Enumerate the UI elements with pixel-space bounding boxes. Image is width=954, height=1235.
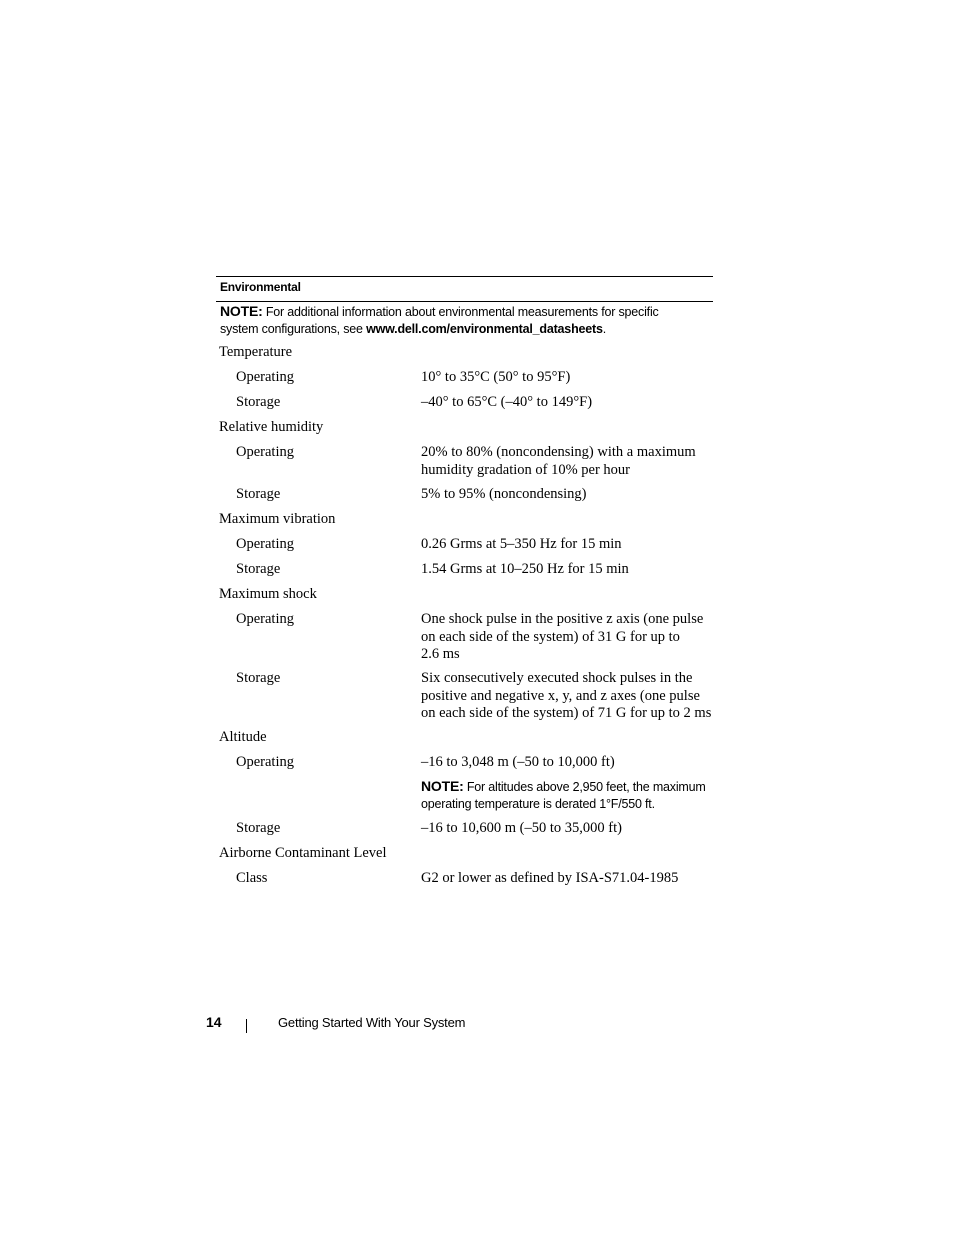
vibration-operating-value: 0.26 Grms at 5–350 Hz for 15 min xyxy=(421,536,622,552)
altitude-note-line1: For altitudes above 2,950 feet, the maximum xyxy=(463,780,706,794)
footer-title: Getting Started With Your System xyxy=(278,1015,466,1030)
temperature-label: Temperature xyxy=(219,344,293,360)
vibration-storage-label: Storage xyxy=(236,561,281,577)
note-line2-pre: system configurations, see xyxy=(220,322,367,336)
contaminant-class-value: G2 or lower as defined by ISA-S71.04-1985 xyxy=(421,870,679,886)
table-header-title: Environmental xyxy=(220,280,301,294)
altitude-storage-value: –16 to 10,600 m (–50 to 35,000 ft) xyxy=(421,820,622,836)
temperature-storage-value: –40° to 65°C (–40° to 149°F) xyxy=(421,394,593,410)
shock-operating-line3: 2.6 ms xyxy=(421,646,460,662)
humidity-storage-label: Storage xyxy=(236,486,281,502)
note-line1: For additional information about environmental measurements for specific xyxy=(262,305,659,319)
vibration-operating-label: Operating xyxy=(236,536,294,552)
temperature-operating-label: Operating xyxy=(236,369,294,385)
altitude-note-label: NOTE: xyxy=(421,778,464,794)
vibration-storage-value: 1.54 Grms at 10–250 Hz for 15 min xyxy=(421,561,629,577)
footer-separator xyxy=(246,1019,247,1033)
shock-storage-line2: positive and negative x, y, and z axes (one pulse xyxy=(421,687,700,704)
shock-storage-line1: Six consecutively executed shock pulses in the xyxy=(421,670,693,686)
table-header xyxy=(216,276,713,302)
shock-storage-line3: on each side of the system) of 71 G for up to 2 ms xyxy=(421,705,712,721)
temperature-operating-value: 10° to 35°C (50° to 95°F) xyxy=(421,369,571,385)
humidity-operating-line2: humidity gradation of 10% per hour xyxy=(421,461,630,478)
shock-storage-label: Storage xyxy=(236,670,281,686)
temperature-storage-label: Storage xyxy=(236,394,281,410)
vibration-label: Maximum vibration xyxy=(219,511,336,527)
page-number: 14 xyxy=(206,1014,222,1030)
humidity-operating-line1: 20% to 80% (noncondensing) with a maximum xyxy=(421,444,696,460)
altitude-note-line2: operating temperature is derated 1°F/550 ft. xyxy=(421,797,655,811)
humidity-label: Relative humidity xyxy=(219,419,324,435)
environmental-note xyxy=(220,303,710,338)
shock-operating-line1: One shock pulse in the positive z axis (one pulse xyxy=(421,611,704,627)
note-label: NOTE: xyxy=(220,303,263,319)
humidity-operating-label: Operating xyxy=(236,444,294,460)
altitude-note xyxy=(421,778,716,813)
altitude-operating-value: –16 to 3,048 m (–50 to 10,000 ft) xyxy=(421,754,615,770)
note-line2-post: . xyxy=(602,322,606,336)
shock-operating-line2: on each side of the system) of 31 G for up to xyxy=(421,628,680,645)
humidity-storage-value: 5% to 95% (noncondensing) xyxy=(421,486,587,502)
shock-storage-value xyxy=(421,670,721,723)
shock-operating-value xyxy=(421,611,721,664)
contaminant-class-label: Class xyxy=(236,870,268,886)
altitude-operating-label: Operating xyxy=(236,754,294,770)
humidity-operating-value xyxy=(421,444,721,479)
contaminant-label: Airborne Contaminant Level xyxy=(219,845,387,861)
shock-operating-label: Operating xyxy=(236,611,294,627)
altitude-label: Altitude xyxy=(219,729,267,745)
datasheets-link[interactable]: www.dell.com/environmental_datasheets xyxy=(366,322,603,336)
altitude-storage-label: Storage xyxy=(236,820,281,836)
environmental-spec-table xyxy=(216,276,713,886)
shock-label: Maximum shock xyxy=(219,586,317,602)
